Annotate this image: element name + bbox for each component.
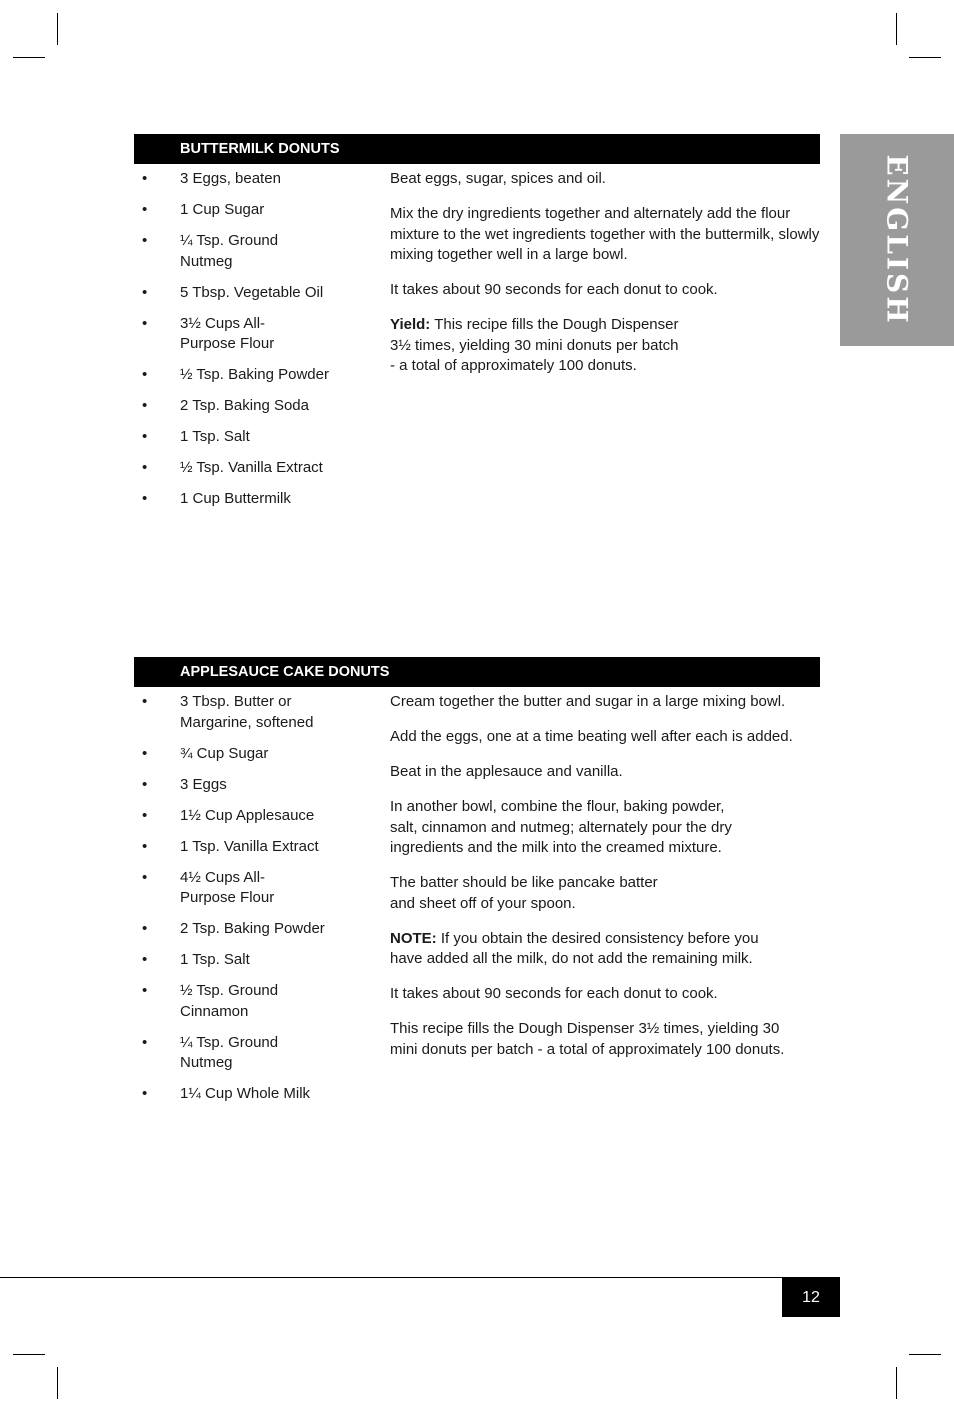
ingredient-item — [134, 775, 374, 796]
bullet-icon: • — [142, 283, 148, 301]
direction-step: Beat eggs, sugar, spices and oil. — [390, 170, 606, 187]
bullet-icon: • — [142, 837, 148, 855]
ingredient-text: 1 Cup Sugar — [180, 201, 265, 218]
crop-mark — [57, 1367, 58, 1399]
recipe-applesauce-cake-donuts — [134, 657, 820, 1102]
ingredient-item — [134, 231, 374, 272]
crop-mark — [13, 57, 45, 58]
ingredient-item — [134, 868, 374, 909]
bullet-icon: • — [142, 201, 148, 218]
crop-mark — [896, 13, 897, 45]
ingredient-item — [134, 1084, 374, 1105]
recipe-title: BUTTERMILK DONUTS — [134, 134, 820, 164]
bullet-icon: • — [142, 982, 148, 999]
direction-step: It takes about 90 seconds for each donut to cook. — [390, 281, 718, 298]
direction-step: Cream together the butter and sugar in a large mixing bowl. — [390, 693, 786, 710]
ingredient-item — [134, 919, 374, 940]
ingredient-text: 1 Tsp. Salt — [180, 951, 250, 968]
direction-step: Mix the dry ingredients together and alternately add the flour mixture to the wet ingredients together with the buttermilk, slowly mixing together well in a large bowl. — [390, 205, 820, 263]
ingredient-item — [134, 458, 374, 479]
yield-note — [390, 315, 822, 377]
note-label: NOTE: — [390, 929, 437, 947]
footer-rule — [0, 1277, 840, 1278]
crop-mark — [896, 1367, 897, 1399]
bullet-icon: • — [142, 693, 148, 710]
ingredient-text: 1½ Cup Applesauce — [180, 806, 315, 824]
ingredient-item — [134, 950, 374, 971]
ingredient-text: 2 Tsp. Baking Powder — [180, 920, 325, 937]
bullet-icon: • — [142, 428, 148, 445]
direction-step: The batter should be like pancake batter and sheet off of your spoon. — [390, 874, 658, 912]
crop-mark — [909, 57, 941, 58]
directions — [390, 692, 822, 1075]
ingredient-text: 1 Tsp. Salt — [180, 428, 250, 445]
ingredient-text: 3 Tbsp. Butter or Margarine, softened — [180, 693, 314, 731]
bullet-icon: • — [142, 397, 148, 414]
yield-label: Yield: — [390, 316, 431, 333]
bullet-icon: • — [142, 744, 148, 762]
bullet-icon: • — [142, 459, 148, 476]
direction-step: Add the eggs, one at a time beating well after each is added. — [390, 728, 793, 745]
bullet-icon: • — [142, 490, 148, 507]
language-tab-label: ENGLISH — [880, 154, 914, 326]
direction-step: This recipe fills the Dough Dispenser 3½ times, yielding 30 mini donuts per batch - a total of approximately 100 donuts. — [390, 1020, 785, 1058]
ingredient-item — [134, 169, 374, 190]
ingredient-text: 4½ Cups All- Purpose Flour — [180, 868, 275, 906]
bullet-icon: • — [142, 868, 148, 886]
ingredient-text: 3 Eggs, beaten — [180, 170, 281, 187]
recipe-buttermilk-donuts — [134, 134, 820, 507]
ingredient-item — [134, 283, 374, 304]
ingredient-text: 2 Tsp. Baking Soda — [180, 397, 309, 414]
ingredient-item — [134, 365, 374, 386]
yield-text: This recipe fills the Dough Dispenser 3½ times, yielding 30 mini donuts per batch - a total of approximately 100 donuts. — [390, 316, 679, 374]
bullet-icon: • — [142, 775, 148, 793]
bullet-icon: • — [142, 1085, 148, 1102]
bullet-icon: • — [142, 366, 148, 383]
ingredient-item — [134, 692, 374, 733]
direction-step: It takes about 90 seconds for each donut to cook. — [390, 985, 718, 1002]
ingredient-text: ¼ Tsp. Ground Nutmeg — [180, 1033, 279, 1071]
direction-step: Beat in the applesauce and vanilla. — [390, 763, 623, 780]
ingredient-text: 3 Eggs — [180, 775, 227, 793]
ingredient-list — [134, 692, 374, 1115]
ingredient-item — [134, 396, 374, 417]
ingredient-item — [134, 200, 374, 221]
bullet-icon: • — [142, 951, 148, 968]
bullet-icon: • — [142, 806, 148, 824]
ingredient-text: ¾ Cup Sugar — [180, 744, 269, 762]
ingredient-text: 1 Tsp. Vanilla Extract — [180, 837, 319, 855]
bullet-icon: • — [142, 170, 148, 187]
ingredient-text: 1¼ Cup Whole Milk — [180, 1085, 311, 1102]
bullet-icon: • — [142, 920, 148, 937]
ingredient-text: ½ Tsp. Vanilla Extract — [180, 459, 323, 476]
ingredient-item — [134, 837, 374, 858]
crop-mark — [57, 13, 58, 45]
ingredient-item — [134, 806, 374, 827]
language-tab — [840, 134, 954, 346]
ingredient-text: ½ Tsp. Ground Cinnamon — [180, 982, 279, 1020]
ingredient-item — [134, 427, 374, 448]
ingredient-item — [134, 314, 374, 355]
ingredient-item — [134, 981, 374, 1022]
page-number: 12 — [782, 1278, 840, 1317]
ingredient-list — [134, 169, 374, 520]
ingredient-text: 5 Tbsp. Vegetable Oil — [180, 283, 324, 301]
ingredient-text: 1 Cup Buttermilk — [180, 490, 291, 507]
ingredient-text: 3½ Cups All- Purpose Flour — [180, 314, 275, 352]
crop-mark — [909, 1354, 941, 1355]
note — [390, 929, 822, 970]
ingredient-text: ¼ Tsp. Ground Nutmeg — [180, 232, 279, 270]
crop-mark — [13, 1354, 45, 1355]
direction-step: In another bowl, combine the flour, baking powder, salt, cinnamon and nutmeg; alternately pour the dry ingredients and the milk into the creamed mixture. — [390, 798, 732, 856]
bullet-icon: • — [142, 1033, 148, 1051]
ingredient-text: ½ Tsp. Baking Powder — [180, 366, 329, 383]
ingredient-item — [134, 744, 374, 765]
recipe-title: APPLESAUCE CAKE DONUTS — [134, 657, 820, 687]
ingredient-item — [134, 1033, 374, 1074]
directions — [390, 169, 822, 391]
note-text: If you obtain the desired consistency before you have added all the milk, do not add the remaining milk. — [390, 929, 759, 967]
ingredient-item — [134, 489, 374, 510]
bullet-icon: • — [142, 232, 148, 249]
bullet-icon: • — [142, 314, 148, 332]
